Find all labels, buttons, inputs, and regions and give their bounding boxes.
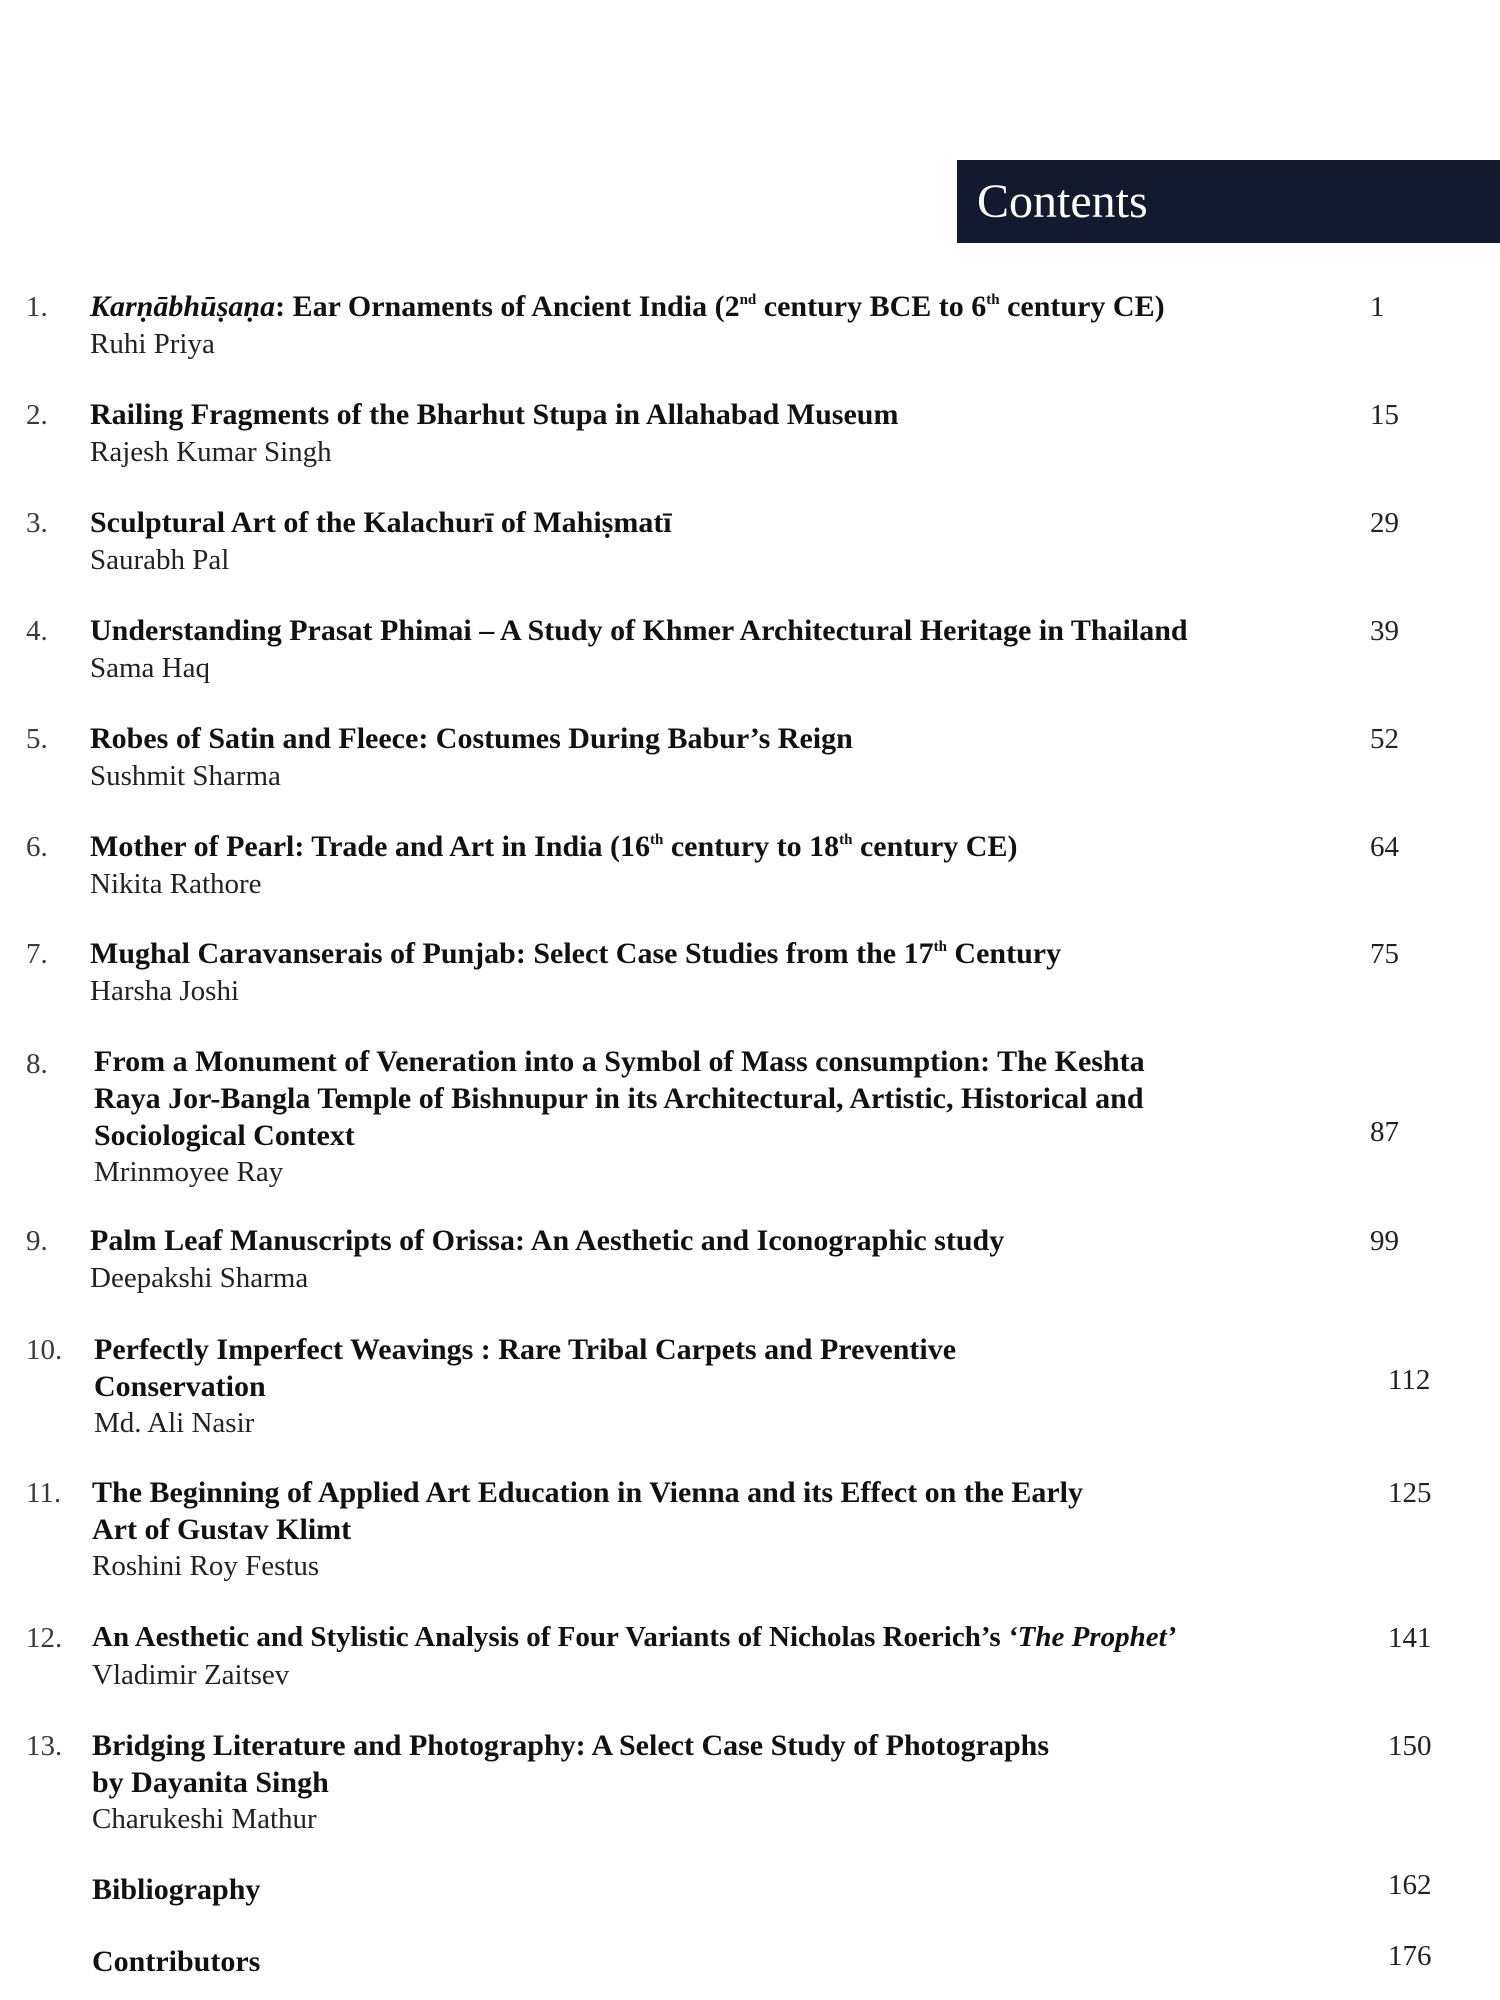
entry-number: 10. bbox=[26, 1334, 63, 1366]
entry-title bbox=[94, 1331, 1274, 1405]
entry-number: 5. bbox=[26, 723, 48, 755]
entry-number: 4. bbox=[26, 615, 48, 647]
entry-page: 39 bbox=[1370, 615, 1399, 647]
entry-title: Railing Fragments of the Bharhut Stupa in Allahabad Museum bbox=[90, 398, 899, 431]
entry-number: 2. bbox=[26, 399, 48, 431]
entry-page: 99 bbox=[1370, 1225, 1399, 1257]
entry-title-line: Art of Gustav Klimt bbox=[92, 1513, 352, 1546]
entry-author: Ruhi Priya bbox=[90, 328, 215, 360]
entry-page: 1 bbox=[1370, 291, 1385, 323]
entry-title-line: From a Monument of Veneration into a Symbol of Mass consumption: The Keshta bbox=[94, 1045, 1145, 1078]
toc-entry[interactable] bbox=[0, 1474, 1500, 1594]
entry-number: 9. bbox=[26, 1225, 48, 1257]
toc-entry-bibliography[interactable] bbox=[0, 1871, 1500, 1915]
entry-title: Understanding Prasat Phimai – A Study of Khmer Architectural Heritage in Thailand bbox=[90, 614, 1188, 647]
entry-author: Sama Haq bbox=[90, 652, 210, 684]
entry-page: 15 bbox=[1370, 399, 1399, 431]
entry-title bbox=[94, 1043, 1274, 1154]
toc-entry[interactable] bbox=[0, 720, 1500, 830]
entry-title: Contributors bbox=[92, 1945, 261, 1978]
entry-page: 52 bbox=[1370, 723, 1399, 755]
toc-entry[interactable] bbox=[0, 1222, 1500, 1332]
entry-number: 13. bbox=[26, 1730, 63, 1762]
toc-entry[interactable] bbox=[0, 1043, 1500, 1193]
toc-entry[interactable] bbox=[0, 396, 1500, 506]
entry-author: Charukeshi Mathur bbox=[92, 1803, 317, 1835]
entry-title: Bibliography bbox=[92, 1873, 261, 1906]
toc-entry[interactable] bbox=[0, 1331, 1500, 1451]
entry-page: 141 bbox=[1388, 1622, 1432, 1654]
toc-entry[interactable] bbox=[0, 935, 1500, 1045]
entry-title-line: Conservation bbox=[94, 1370, 266, 1403]
entry-page: 87 bbox=[1370, 1116, 1399, 1148]
entry-number: 12. bbox=[26, 1622, 63, 1654]
entry-title-line: by Dayanita Singh bbox=[92, 1766, 329, 1799]
entry-author: Roshini Roy Festus bbox=[92, 1550, 320, 1582]
entry-page: 162 bbox=[1388, 1869, 1432, 1901]
entry-number: 1. bbox=[26, 291, 48, 323]
entry-title bbox=[92, 1727, 1272, 1801]
page-title: Contents bbox=[977, 175, 1148, 228]
entry-number: 6. bbox=[26, 831, 48, 863]
entry-number: 8. bbox=[26, 1048, 48, 1080]
entry-title bbox=[92, 1474, 1272, 1548]
entry-title-line: Raya Jor-Bangla Temple of Bishnupur in its Architectural, Artistic, Historical and bbox=[94, 1082, 1144, 1115]
entry-number: 3. bbox=[26, 507, 48, 539]
toc-entry[interactable] bbox=[0, 828, 1500, 938]
entry-number: 11. bbox=[26, 1477, 62, 1509]
entry-author: Saurabh Pal bbox=[90, 544, 230, 576]
entry-page: 75 bbox=[1370, 938, 1399, 970]
entry-title: Mughal Caravanserais of Punjab: Select Case Studies from the 17th Century bbox=[90, 937, 1062, 970]
toc-entry-contributors[interactable] bbox=[0, 1940, 1500, 1987]
entry-page: 29 bbox=[1370, 507, 1399, 539]
toc-entry[interactable] bbox=[0, 1619, 1500, 1729]
entry-title: Sculptural Art of the Kalachurī of Mahiṣmatī bbox=[90, 506, 672, 539]
entry-title: Mother of Pearl: Trade and Art in India (16th century to 18th century CE) bbox=[90, 830, 1018, 863]
toc-entry[interactable] bbox=[0, 612, 1500, 722]
toc-entry[interactable] bbox=[0, 1727, 1500, 1847]
entry-page: 112 bbox=[1388, 1364, 1431, 1396]
entry-title: Palm Leaf Manuscripts of Orissa: An Aesthetic and Iconographic study bbox=[90, 1224, 1005, 1257]
entry-title: Karṇābhūṣaṇa: Ear Ornaments of Ancient India (2nd century BCE to 6th century CE) bbox=[90, 290, 1165, 323]
entry-page: 64 bbox=[1370, 831, 1399, 863]
entry-title-line: The Beginning of Applied Art Education in Vienna and its Effect on the Early bbox=[92, 1476, 1083, 1509]
entry-number: 7. bbox=[26, 938, 48, 970]
toc-entry[interactable] bbox=[0, 288, 1500, 398]
entry-author: Deepakshi Sharma bbox=[90, 1262, 309, 1294]
toc-entry[interactable] bbox=[0, 504, 1500, 614]
entry-title-line: Sociological Context bbox=[94, 1119, 355, 1152]
entry-author: Vladimir Zaitsev bbox=[92, 1659, 290, 1691]
entry-page: 125 bbox=[1388, 1477, 1432, 1509]
entry-page: 176 bbox=[1388, 1940, 1432, 1972]
entry-author: Mrinmoyee Ray bbox=[94, 1156, 284, 1188]
entry-title-line: Perfectly Imperfect Weavings : Rare Tribal Carpets and Preventive bbox=[94, 1333, 957, 1366]
entry-author: Rajesh Kumar Singh bbox=[90, 436, 332, 468]
entry-title-line: Bridging Literature and Photography: A Select Case Study of Photographs bbox=[92, 1729, 1049, 1762]
entry-page: 150 bbox=[1388, 1730, 1432, 1762]
contents-banner bbox=[957, 160, 1500, 243]
entry-author: Sushmit Sharma bbox=[90, 760, 281, 792]
entry-title: Robes of Satin and Fleece: Costumes During Babur’s Reign bbox=[90, 722, 853, 755]
entry-author: Harsha Joshi bbox=[90, 975, 240, 1007]
entry-author: Nikita Rathore bbox=[90, 868, 262, 900]
entry-author: Md. Ali Nasir bbox=[94, 1407, 255, 1439]
entry-title: An Aesthetic and Stylistic Analysis of Four Variants of Nicholas Roerich’s ‘The Prophet’ bbox=[92, 1621, 1177, 1653]
